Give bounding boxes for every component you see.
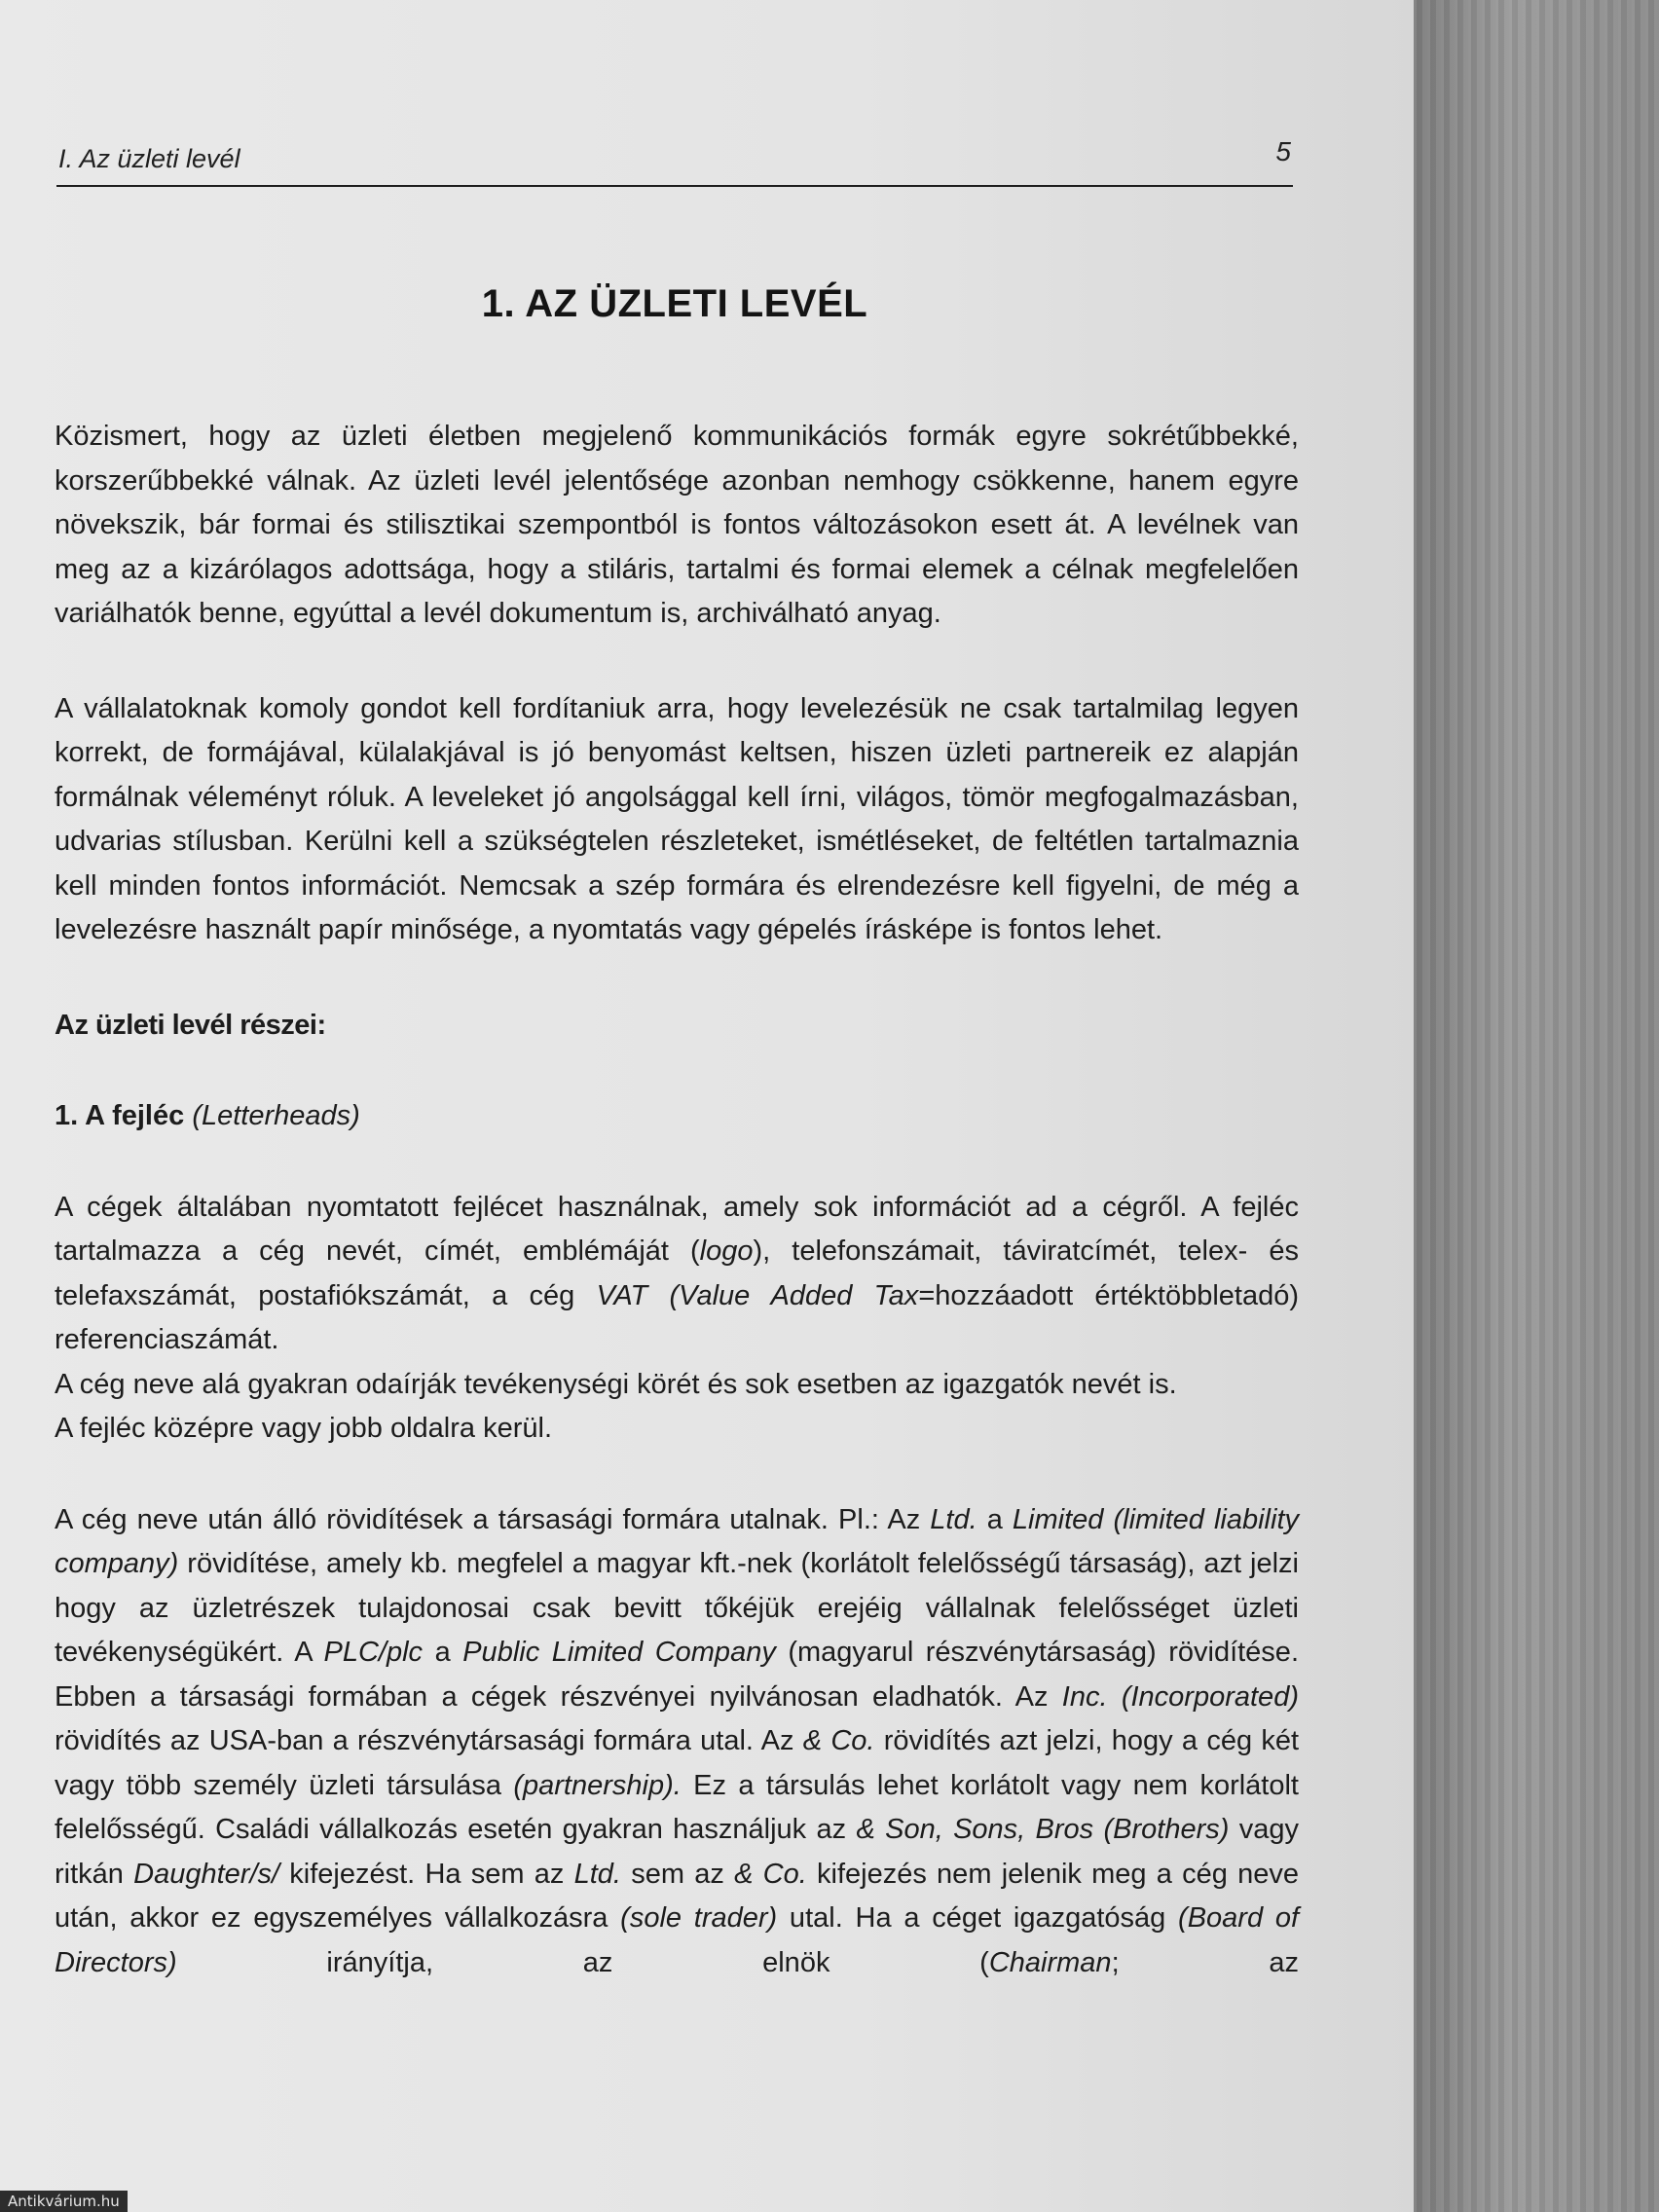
book-edge xyxy=(1414,0,1659,2212)
page-body xyxy=(55,415,1299,1985)
text-run: vagy ritkán xyxy=(55,1814,1299,1890)
italic-run: (sole trader) xyxy=(620,1902,778,1934)
italic-run: (partnership). xyxy=(513,1769,682,1801)
subsection-heading-letterhead xyxy=(55,1094,1299,1139)
italic-run: & Co. xyxy=(802,1725,875,1756)
chapter-heading: 1. AZ ÜZLETI LEVÉL xyxy=(481,282,868,325)
running-header xyxy=(56,132,1293,187)
section-heading-parts: Az üzleti levél részei: xyxy=(55,1009,326,1041)
italic-run: Limited (limited liability company) xyxy=(55,1503,1300,1579)
chapter-title: I. Az üzleti levél xyxy=(58,144,240,173)
text-run: (magyarul részvénytársaság) rövidítése. Ebben a társasági formában a cégek részvényei nyilvánosan eladhatók. Az xyxy=(55,1637,1299,1713)
italic-run: Chairman xyxy=(988,1946,1112,1978)
text-run: a xyxy=(977,1503,1013,1535)
text-run: a xyxy=(423,1637,463,1668)
italic-run: Ltd. xyxy=(573,1858,621,1890)
italic-run: & Son, Sons, Bros (Brothers) xyxy=(856,1814,1230,1845)
italic-run: & Co. xyxy=(734,1858,807,1890)
text-run: sem az xyxy=(620,1858,735,1890)
text-run: rövidítése, amely kb. megfelel a magyar kft.-nek (korlátolt felelősségű társaság), azt jelzi hogy az üzletrészek tulajdonosai csak bevitt tőkéjük erejéig vállalnak felelősséget üzleti tevékenységükért. A xyxy=(55,1548,1299,1668)
italic-run: PLC/plc xyxy=(323,1637,424,1668)
paragraph-letterhead xyxy=(55,1186,1299,1363)
paragraph-company-abbreviations xyxy=(55,1498,1299,1986)
text-run: utal. Ha a céget igazgatóság xyxy=(777,1902,1179,1934)
italic-run: Ltd. xyxy=(930,1503,977,1535)
italic-run: (Board of Directors) xyxy=(55,1902,1300,1978)
italic-run: VAT (Value Added Tax xyxy=(596,1279,919,1311)
italic-run: Public Limited Company xyxy=(462,1637,776,1668)
letterhead-heading-main: 1. A fejléc xyxy=(55,1100,185,1131)
text-run: rövidítés azt jelzi, hogy a cég két vagy több személy üzleti társulása xyxy=(55,1725,1300,1801)
paragraph-letterhead-activity: A cég neve alá gyakran odaírják tevékenységi körét és sok esetben az igazgatók nevét is. xyxy=(55,1368,1177,1400)
page-number: 5 xyxy=(1275,136,1291,166)
letterhead-heading-english: (Letterheads) xyxy=(192,1100,360,1131)
text-run: Ez a társulás lehet korlátolt vagy nem korlátolt felelősségű. Családi vállalkozás esetén gyakran használjuk az xyxy=(55,1769,1299,1845)
text-run: A cégek általában nyomtatott fejlécet használnak, amely sok információt ad a cégről. A fejléc tartalmazza a cég nevét, címét, emblémáját ( xyxy=(55,1191,1299,1267)
text-run: kifejezést. Ha sem az xyxy=(279,1858,574,1890)
paragraph-letterhead-position: A fejléc középre vagy jobb oldalra kerül. xyxy=(55,1413,553,1444)
text-run: ; az xyxy=(1111,1946,1299,1978)
italic-run: Daughter/s/ xyxy=(133,1858,280,1890)
paragraph-intro: Közismert, hogy az üzleti életben megjelenő kommunikációs formák egyre sokrétűbbekké, korszerűbbekké válnak. Az üzleti levél jelentősége azonban nemhogy csökkenne, hanem egyre növekszik, bár formai és stilisztikai szempontból is fontos változásokon esett át. A levélnek van meg az a kizárólagos adottsága, hogy a stiláris, tartalmi és formai elemek a célnak megfelelően variálhatók benne, egyúttal a levél dokumentum is, archiválható anyag. xyxy=(55,421,1299,629)
watermark: Antikvárium.hu xyxy=(0,2191,128,2212)
italic-run: Inc. (Incorporated) xyxy=(1061,1680,1299,1713)
text-run: ), telefonszámait, táviratcímét, telex- és telefaxszámát, postafiókszámát, a cég xyxy=(55,1235,1299,1311)
italic-run: logo xyxy=(699,1235,754,1267)
paragraph-presentation: A vállalatoknak komoly gondot kell fordítaniuk arra, hogy levelezésük ne csak tartalmilag legyen korrekt, de formájával, külalakjával is jó benyomást keltsen, hiszen üzleti partnereik ez alapján formálnak véleményt róluk. A leveleket jó angolsággal kell írni, világos, tömör megfogalmazásban, udvarias stílusban. Kerülni kell a szükségtelen részleteket, ismétléseket, de feltétlen tartalmaznia kell minden fontos információt. Nemcsak a szép formára és elrendezésre kell figyelni, de még a levelezésre használt papír minősége, a nyomtatás vagy gépelés írásképe is fontos lehet. xyxy=(55,692,1299,945)
text-run: =hozzáadott értéktöbbletadó) referenciaszámát. xyxy=(55,1279,1299,1355)
text-run: irányítja, az elnök ( xyxy=(176,1946,989,1978)
text-run: kifejezés nem jelenik meg a cég neve után, akkor ez egyszemélyes vállalkozásra xyxy=(55,1858,1299,1934)
text-run: rövidítés az USA-ban a részvénytársasági formára utal. Az xyxy=(55,1725,803,1756)
text-run: A cég neve után álló rövidítések a társasági formára utalnak. Pl.: Az xyxy=(55,1503,931,1535)
